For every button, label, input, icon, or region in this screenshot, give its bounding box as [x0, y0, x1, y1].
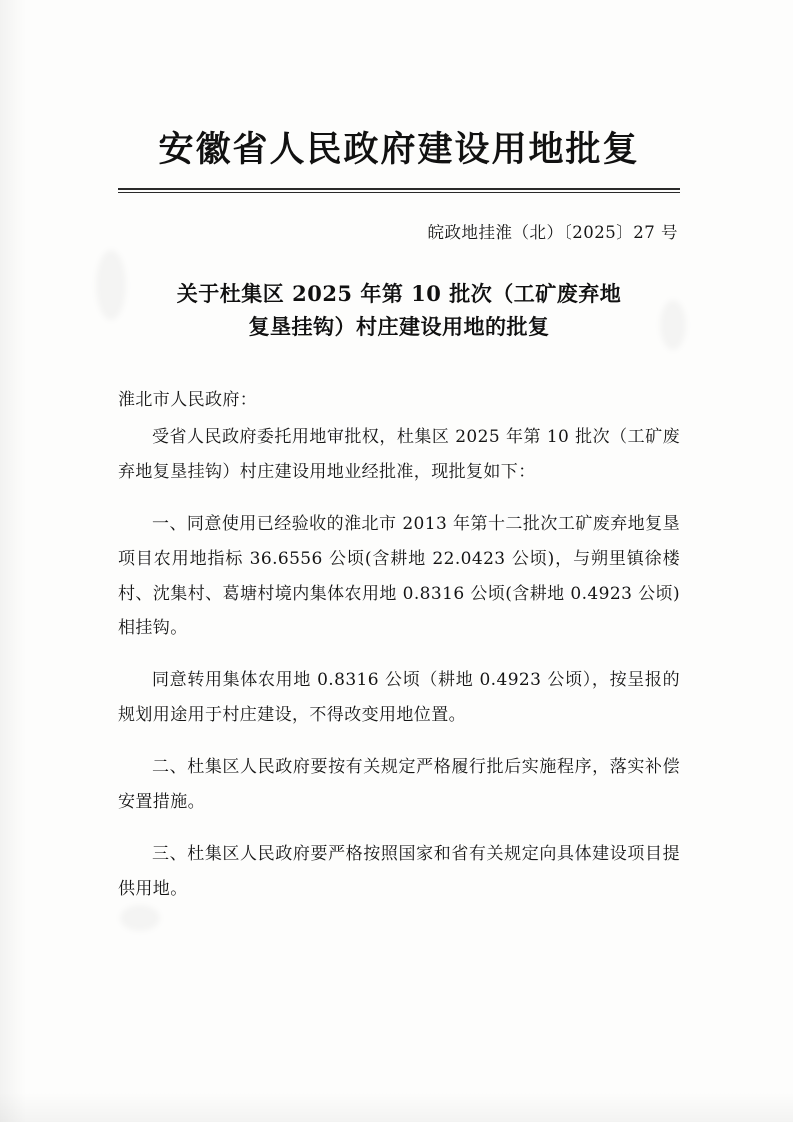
recipient-line: 淮北市人民政府：	[118, 389, 258, 410]
title-divider	[118, 188, 680, 193]
document-subject	[118, 277, 680, 344]
subject-line-2: 复垦挂钩）村庄建设用地的批复	[248, 314, 550, 340]
body-paragraph-3: 同意转用集体农用地 0.8316 公顷（耕地 0.4923 公顷），按呈报的规划用途用于村庄建设，不得改变用地位置。	[118, 670, 680, 726]
document-title: 安徽省人民政府建设用地批复	[158, 129, 640, 170]
document-content	[118, 0, 680, 1122]
body-paragraph-4: 二、杜集区人民政府要按有关规定严格履行批后实施程序，落实补偿安置措施。	[118, 756, 680, 812]
body-paragraph-1: 受省人民政府委托用地审批权，杜集区 2025 年第 10 批次（工矿废弃地复垦挂钩）村庄建设用地业经批准，现批复如下：	[118, 427, 680, 483]
subject-line-1: 关于杜集区 2025 年第 10 批次（工矿废弃地	[176, 280, 622, 306]
scan-edge-shadow-left	[0, 0, 26, 1122]
body-paragraph-5: 三、杜集区人民政府要严格按照国家和省有关规定向具体建设项目提供用地。	[118, 843, 680, 899]
body-paragraph-2: 一、同意使用已经验收的淮北市 2013 年第十二批次工矿废弃地复垦项目农用地指标 36.6556 公顷(含耕地 22.0423 公顷)，与朔里镇徐楼村、沈集村、葛塘村境内集体农用地 0.8316 公顷(含耕地 0.4923 公顷)相挂钩。	[118, 513, 680, 639]
document-number: 皖政地挂淮（北）〔2025〕27 号	[427, 222, 678, 242]
